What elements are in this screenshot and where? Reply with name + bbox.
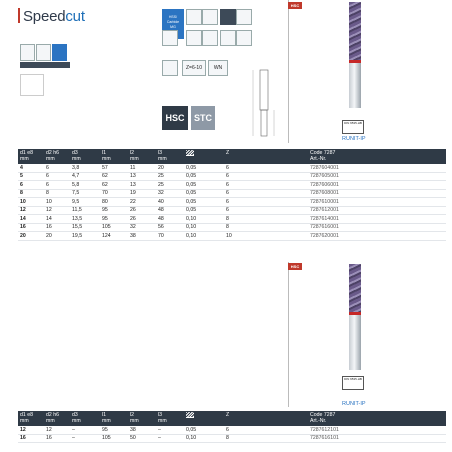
- table-cell: 19,5: [72, 232, 83, 239]
- grid-icon: [236, 9, 252, 25]
- table-cell: 20: [158, 164, 164, 171]
- table-cell: 4: [20, 164, 23, 171]
- table-cell: 10: [20, 198, 26, 205]
- table-cell: 6: [226, 426, 229, 433]
- table-cell: 7287614001: [310, 215, 339, 222]
- table-cell: 105: [102, 435, 111, 442]
- table-header: [18, 411, 446, 426]
- wn-icon: WN: [208, 60, 228, 76]
- tolerance-icon: [162, 30, 178, 46]
- coolant-icon: [202, 9, 218, 25]
- din-stamp: DIN 6535-HB: [342, 376, 364, 390]
- table-cell: 8: [46, 190, 49, 197]
- table-cell: 0,10: [186, 215, 197, 222]
- table-row: [18, 223, 446, 232]
- table-cell: 13: [130, 173, 136, 180]
- table-cell: 6: [46, 173, 49, 180]
- table-header: [18, 149, 446, 164]
- table-cell: 7287610001: [310, 198, 339, 205]
- header-l3: l3 mm: [158, 150, 167, 162]
- table-cell: 0,05: [186, 181, 197, 188]
- norm-block: [20, 74, 44, 96]
- table-cell: 12: [20, 426, 26, 433]
- table-cell: 70: [102, 190, 108, 197]
- table-cell: 0,10: [186, 232, 197, 239]
- table-cell: 0,05: [186, 190, 197, 197]
- brand-bar: [18, 8, 20, 23]
- table-cell: 6: [226, 207, 229, 214]
- table-cell: 7287604001: [310, 164, 339, 171]
- table-cell: 48: [158, 207, 164, 214]
- shank-icon: [162, 60, 178, 76]
- table-cell: 70: [158, 232, 164, 239]
- divider: [288, 262, 289, 407]
- table-cell: 38: [130, 232, 136, 239]
- table-row: [18, 172, 446, 181]
- table-row: [18, 206, 446, 215]
- header-l2: l2 mm: [130, 412, 139, 424]
- table-cell: 6: [226, 198, 229, 205]
- table-cell: 9,5: [72, 198, 80, 205]
- table-cell: 0,05: [186, 426, 197, 433]
- chamfer-icon: [186, 412, 194, 418]
- table-cell: 15,5: [72, 224, 83, 231]
- table-row: [18, 434, 446, 443]
- table-cell: 11,5: [72, 207, 82, 214]
- table-row: [18, 181, 446, 190]
- table-cell: 7287606001: [310, 181, 339, 188]
- table-cell: 7,5: [72, 190, 80, 197]
- product-name: RUNIT-IP: [342, 136, 366, 142]
- divider: [288, 0, 289, 143]
- header-l1: l1 mm: [102, 150, 111, 162]
- plunge-icon: [202, 30, 218, 46]
- table-cell: 57: [102, 164, 108, 171]
- table-cell: 20: [20, 232, 26, 239]
- stc-badge: STC: [191, 106, 215, 130]
- table-cell: –: [158, 435, 161, 442]
- table-row: [18, 215, 446, 224]
- table-row: [18, 189, 446, 198]
- chamfer-icon: [186, 150, 194, 156]
- table-cell: 7287620001: [310, 232, 339, 239]
- table-cell: 16: [46, 224, 52, 231]
- din-stamp: DIN 6535-HB: [342, 120, 364, 134]
- header-z: Z: [226, 412, 230, 418]
- header-l1: l1 mm: [102, 412, 111, 424]
- table-cell: 40: [158, 198, 164, 205]
- table-cell: 11: [130, 164, 136, 171]
- tool-flute: [349, 2, 361, 60]
- table-row: [18, 232, 446, 241]
- table-cell: 26: [130, 215, 136, 222]
- table-cell: 0,05: [186, 207, 197, 214]
- table-cell: 0,05: [186, 198, 197, 205]
- table-cell: 38: [130, 426, 136, 433]
- table-cell: 7287616101: [310, 435, 339, 442]
- table-cell: 50: [130, 435, 136, 442]
- material-icon: [52, 44, 67, 61]
- tool-flute: [349, 264, 361, 312]
- table-cell: 80: [102, 198, 108, 205]
- header-d3: d3 mm: [72, 412, 81, 424]
- table-cell: 25: [158, 181, 164, 188]
- cutting-direction-icon: [186, 9, 202, 25]
- header-l2: l2 mm: [130, 150, 139, 162]
- spec-table-top: [18, 149, 446, 241]
- table-cell: 32: [130, 224, 136, 231]
- table-cell: 16: [46, 435, 52, 442]
- hsc-tag: HSC: [288, 2, 302, 9]
- table-cell: 62: [102, 173, 108, 180]
- table-cell: 10: [46, 198, 52, 205]
- brand-logo: [18, 8, 85, 25]
- header-d1: d1 e8 mm: [20, 412, 33, 424]
- tool-shank: [349, 315, 361, 370]
- table-cell: 16: [20, 435, 26, 442]
- table-cell: 10: [226, 232, 232, 239]
- hsc-badge: HSC: [162, 106, 188, 130]
- table-cell: 7287616001: [310, 224, 339, 231]
- brand-prefix: Speed: [23, 8, 66, 25]
- spec-table-bottom: [18, 411, 446, 443]
- table-cell: 95: [102, 215, 108, 222]
- table-cell: 6: [226, 173, 229, 180]
- shank-type-icon: [36, 44, 51, 61]
- header-d2: d2 h6 mm: [46, 150, 59, 162]
- table-cell: 12: [46, 426, 52, 433]
- header-chamfer: [184, 411, 224, 426]
- table-cell: 3,8: [72, 164, 80, 171]
- table-cell: 6: [46, 164, 49, 171]
- table-cell: 6: [46, 181, 49, 188]
- table-cell: –: [72, 435, 75, 442]
- table-cell: 26: [130, 207, 136, 214]
- table-cell: 8: [226, 215, 229, 222]
- table-cell: 0,10: [186, 435, 197, 442]
- tool-shank: [349, 63, 361, 108]
- table-cell: 13: [130, 181, 136, 188]
- table-cell: 19: [130, 190, 136, 197]
- table-cell: 22: [130, 198, 136, 205]
- table-cell: 56: [158, 224, 164, 231]
- table-cell: 12: [46, 207, 52, 214]
- table-cell: 13,5: [72, 215, 83, 222]
- table-cell: 7287612101: [310, 426, 339, 433]
- table-row: [18, 198, 446, 207]
- table-cell: 0,05: [186, 164, 197, 171]
- table-cell: 16: [20, 224, 26, 231]
- material-block: HSS/ Carbide MG: [162, 9, 184, 39]
- table-row: [18, 426, 446, 434]
- table-cell: 6: [226, 181, 229, 188]
- angle-icon: Z=6-10: [182, 60, 206, 76]
- table-cell: 14: [20, 215, 26, 222]
- product-name: RUNIT-IP: [342, 401, 366, 407]
- table-cell: 4,7: [72, 173, 80, 180]
- table-cell: 0,10: [186, 224, 197, 231]
- table-cell: 6: [226, 164, 229, 171]
- table-cell: 7287608001: [310, 190, 339, 197]
- table-cell: 48: [158, 215, 164, 222]
- brand-suffix: cut: [65, 8, 85, 25]
- table-cell: 25: [158, 173, 164, 180]
- table-cell: 6: [226, 190, 229, 197]
- hsc-tag: HSC: [288, 263, 302, 270]
- profile-icon: [220, 30, 236, 46]
- header-code: Code 7287 Art.-Nr.: [310, 150, 336, 162]
- table-cell: 105: [102, 224, 111, 231]
- header-l3: l3 mm: [158, 412, 167, 424]
- table-cell: 7287605001: [310, 173, 339, 180]
- table-cell: 32: [158, 190, 164, 197]
- table-cell: 62: [102, 181, 108, 188]
- header-code: Code 7287 Art.-Nr.: [310, 412, 336, 424]
- table-cell: 5,8: [72, 181, 80, 188]
- table-cell: 95: [102, 426, 108, 433]
- header-d3: d3 mm: [72, 150, 81, 162]
- header-d1: d1 e8 mm: [20, 150, 33, 162]
- table-cell: 0,05: [186, 173, 197, 180]
- table-row: [18, 164, 446, 172]
- slot-icon: [186, 30, 202, 46]
- table-cell: 8: [226, 224, 229, 231]
- table-cell: 6: [20, 181, 23, 188]
- table-cell: 95: [102, 207, 108, 214]
- header-chamfer: [184, 149, 224, 164]
- label-strip: [52, 62, 70, 68]
- table-cell: 5: [20, 173, 23, 180]
- table-cell: 7287612001: [310, 207, 339, 214]
- coating-icon: [20, 44, 35, 61]
- table-cell: 12: [20, 207, 26, 214]
- table-cell: 14: [46, 215, 52, 222]
- table-cell: 8: [226, 435, 229, 442]
- ramp-icon: [236, 30, 252, 46]
- header-d2: d2 h6 mm: [46, 412, 59, 424]
- flute-icon: [220, 9, 236, 25]
- header-z: Z: [226, 150, 230, 156]
- table-cell: –: [158, 426, 161, 433]
- table-cell: –: [72, 426, 75, 433]
- table-cell: 20: [46, 232, 52, 239]
- table-cell: 124: [102, 232, 111, 239]
- tool-drawing: [248, 62, 288, 142]
- table-cell: 8: [20, 190, 23, 197]
